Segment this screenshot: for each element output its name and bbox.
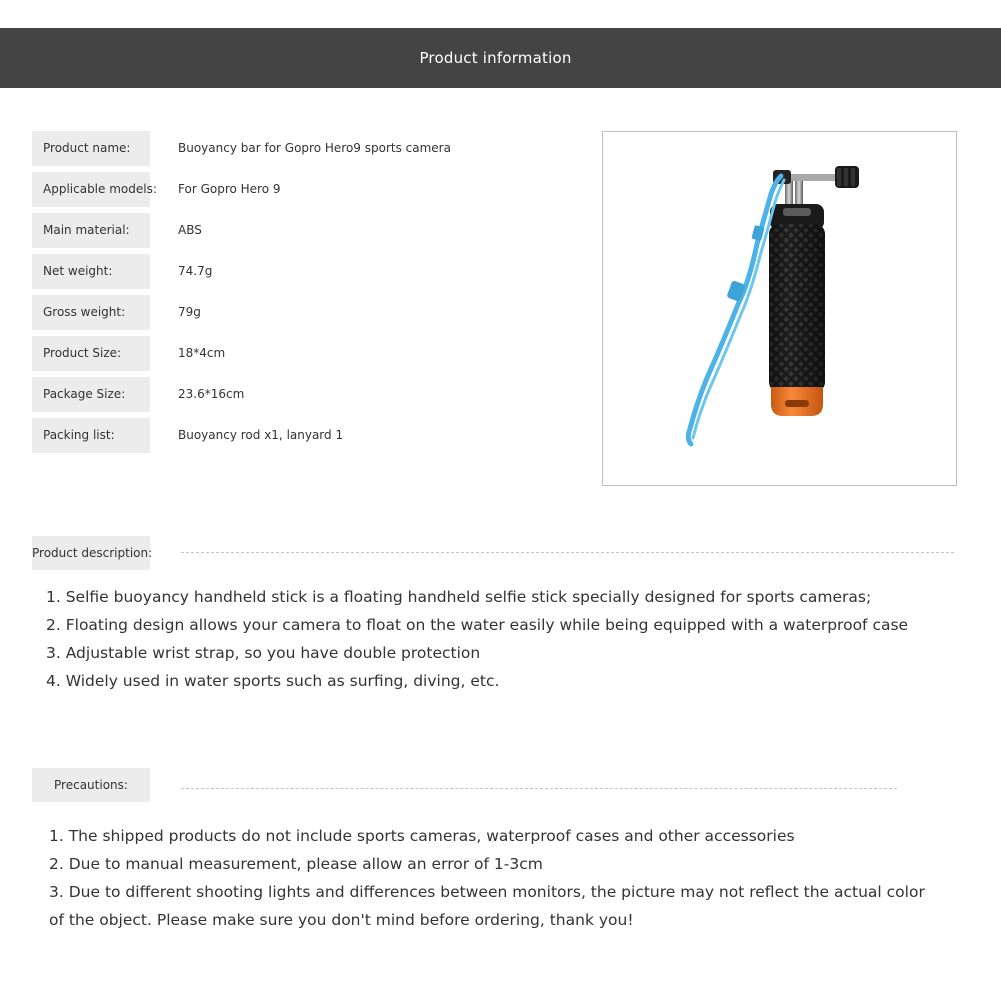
spec-value: 74.7g	[178, 264, 213, 278]
description-heading: Product description:	[32, 536, 150, 570]
description-divider	[181, 552, 954, 553]
spec-row	[32, 418, 572, 453]
spec-label: Net weight:	[32, 254, 150, 289]
spec-label: Package Size:	[32, 377, 150, 412]
spec-row	[32, 213, 572, 248]
mount-tab	[795, 177, 803, 207]
product-image	[602, 131, 957, 486]
spec-value: 79g	[178, 305, 201, 319]
spec-row	[32, 254, 572, 289]
spec-value: ABS	[178, 223, 202, 237]
spec-value: 23.6*16cm	[178, 387, 245, 401]
list-item: 2. Floating design allows your camera to float on the water easily while being equipped with a waterproof case	[46, 616, 909, 634]
page-title: Product information	[419, 49, 572, 67]
precautions-divider	[181, 788, 897, 789]
spec-row	[32, 377, 572, 412]
list-item: 1. The shipped products do not include sports cameras, waterproof cases and other accessories	[49, 827, 795, 845]
spec-value: For Gopro Hero 9	[178, 182, 281, 196]
floating-grip-illustration	[603, 132, 956, 485]
list-item: 1. Selfie buoyancy handheld stick is a floating handheld selfie stick specially designed for sports cameras;	[46, 588, 872, 606]
spec-label: Applicable models:	[32, 172, 150, 207]
description-list	[46, 583, 966, 695]
spec-label: Packing list:	[32, 418, 150, 453]
header-bar	[0, 28, 1001, 88]
list-item: 3. Adjustable wrist strap, so you have double protection	[46, 644, 481, 662]
precautions-list	[49, 822, 929, 934]
list-item: 2. Due to manual measurement, please allow an error of 1-3cm	[49, 855, 543, 873]
spec-value: Buoyancy rod x1, lanyard 1	[178, 428, 344, 442]
spec-label: Main material:	[32, 213, 150, 248]
list-item: 3. Due to different shooting lights and differences between monitors, the picture may not reflect the actual color of the object. Please make sure you don't mind before ordering, thank you!	[49, 883, 925, 929]
spec-row	[32, 336, 572, 371]
spec-row	[32, 131, 572, 166]
spec-label: Gross weight:	[32, 295, 150, 330]
spec-table	[32, 131, 572, 459]
list-item: 4. Widely used in water sports such as surfing, diving, etc.	[46, 672, 500, 690]
spec-value: 18*4cm	[178, 346, 226, 360]
spec-label: Product name:	[32, 131, 150, 166]
spec-row	[32, 172, 572, 207]
precautions-heading: Precautions:	[32, 768, 150, 802]
mount-screw	[789, 174, 841, 181]
spec-value: Buoyancy bar for Gopro Hero9 sports camera	[178, 141, 451, 155]
spec-row	[32, 295, 572, 330]
spec-label: Product Size:	[32, 336, 150, 371]
